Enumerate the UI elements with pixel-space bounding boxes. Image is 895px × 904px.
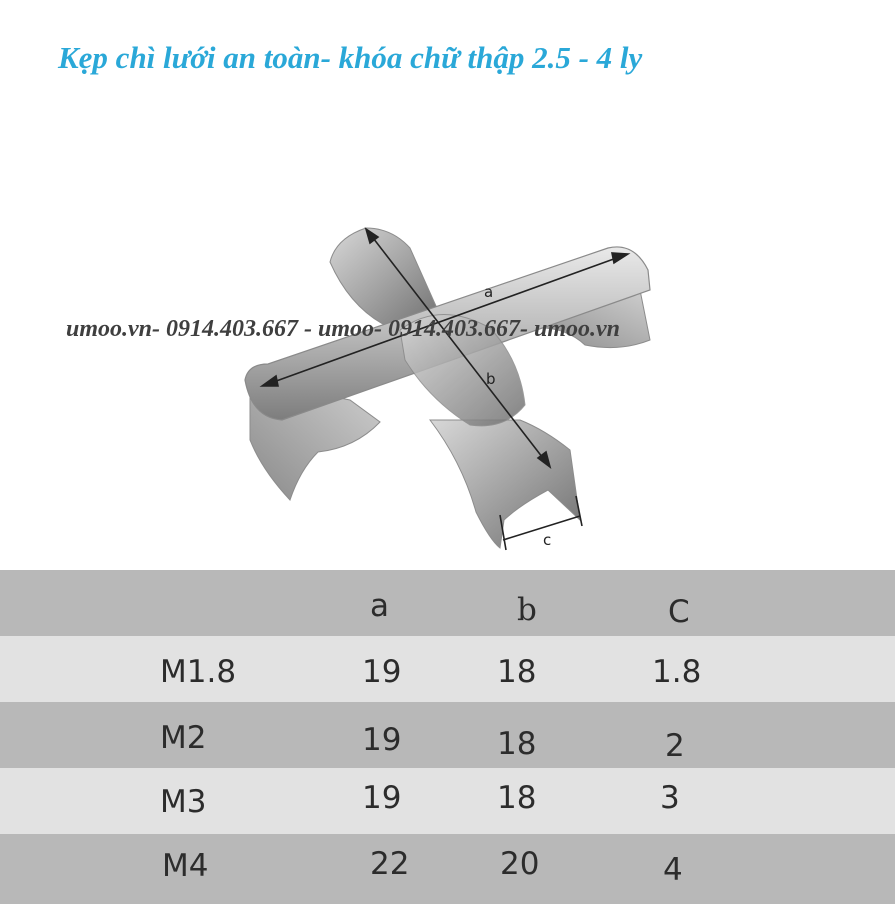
header-cell-c: C (668, 594, 690, 630)
row-b: 18 (497, 654, 537, 690)
dimension-label-b: b (486, 370, 496, 388)
row-c: 4 (663, 852, 683, 888)
row-name: M1.8 (160, 654, 237, 690)
row-name: M3 (160, 784, 207, 820)
row-b: 20 (500, 846, 540, 882)
table-row (0, 768, 895, 834)
table-row (0, 636, 895, 702)
watermark: umoo.vn- 0914.403.667 - umoo- 0914.403.667- umoo.vn (66, 316, 621, 342)
page-title: Kẹp chì lưới an toàn- khóa chữ thập 2.5 - 4 ly (58, 40, 643, 75)
header-cell-b: b (517, 592, 537, 628)
row-a: 19 (362, 780, 402, 816)
table-row (0, 702, 895, 768)
row-name: M2 (160, 720, 207, 756)
header-cell-a: a (370, 588, 389, 624)
row-a: 19 (362, 722, 402, 758)
row-a: 22 (370, 846, 410, 882)
table-row (0, 834, 895, 904)
dimension-label-c: c (543, 531, 552, 549)
row-a: 19 (362, 654, 402, 690)
spec-table (0, 570, 895, 904)
dimension-label-a: a (484, 283, 494, 301)
row-b: 18 (497, 726, 537, 762)
table-header-row (0, 570, 895, 636)
row-c: 3 (660, 780, 680, 816)
row-c: 2 (665, 728, 685, 764)
row-b: 18 (497, 780, 537, 816)
row-name: M4 (162, 848, 209, 884)
row-c: 1.8 (652, 654, 702, 690)
